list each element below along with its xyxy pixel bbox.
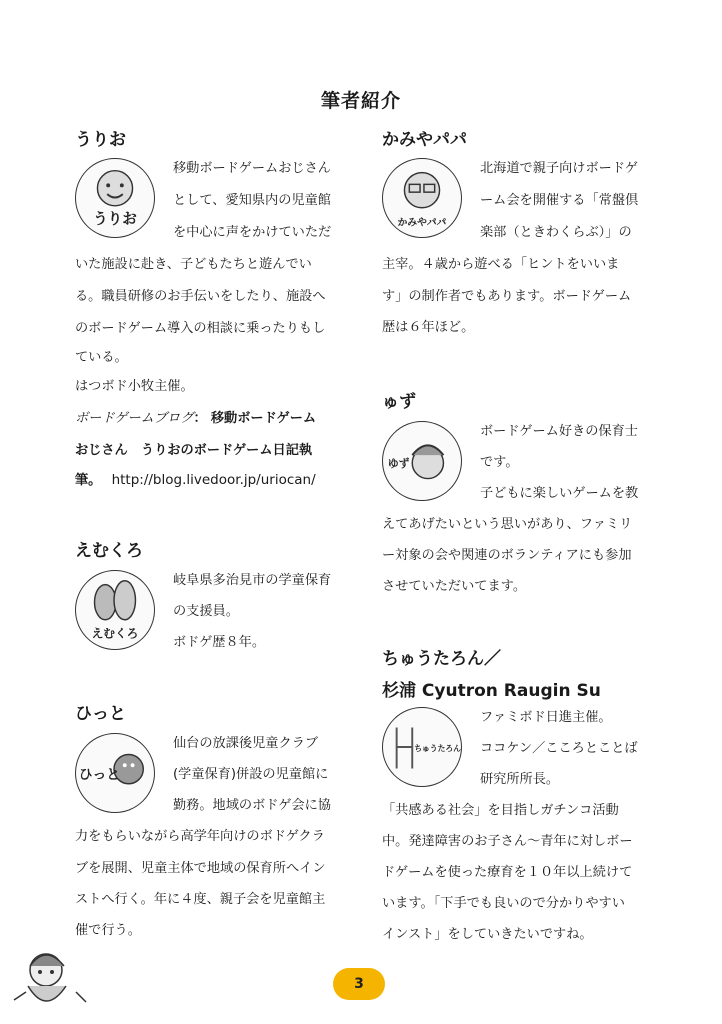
hitto-text-line: ストへ行く。年に４度、親子会を児童館主	[75, 892, 326, 907]
hitto-text-line: 催で行う。	[75, 923, 141, 938]
emukuro-text-line: の支援員。	[173, 604, 239, 619]
blog-label: ボードゲームブログ	[75, 411, 194, 426]
urio-text-line: として、愛知県内の児童館	[173, 193, 331, 208]
yuzu-text-line: させていただいてます。	[382, 579, 527, 594]
chutaron-text-line: 「共感ある社会」を目指しガチンコ活動	[382, 803, 619, 818]
urio-blog-url-line	[75, 474, 316, 488]
urio-portrait-icon	[76, 159, 154, 237]
hitto-portrait-icon	[76, 734, 154, 812]
chutaron-text-line: います。「下手でも良いので分かりやすい	[382, 896, 625, 911]
avatar-emukuro	[75, 570, 155, 650]
avatar-urio	[75, 158, 155, 238]
blog-colon: ：	[193, 411, 207, 426]
hitto-text-line: 力をもらいながら高学年向けのボドゲクラ	[75, 829, 325, 844]
yuzu-text-line: ー対象の会や関連のボランティアにも参加	[382, 548, 632, 563]
kamiyapapa-text-line: ーム会を開催する「常盤倶	[480, 193, 639, 208]
hitto-text-line: (学童保育)併設の児童館に	[173, 767, 329, 782]
kamiyapapa-text-line: す」の制作者でもあります。ボードゲーム	[382, 289, 632, 304]
avatar-label-chutaron: ちゅうたろん	[414, 743, 461, 753]
chutaron-text-line: インスト」をしていきたいですね。	[382, 927, 593, 942]
avatar-yuzu	[382, 421, 462, 501]
kamiyapapa-text-line: 歴は６年ほど。	[382, 320, 475, 335]
urio-blog-line	[75, 412, 316, 425]
kamiyapapa-text-line: 北海道で親子向けボードゲ	[480, 161, 638, 176]
hitto-text-line: 仙台の放課後児童クラブ	[173, 736, 319, 751]
avatar-label-yuzu: ゆず	[387, 456, 410, 470]
urio-text-line: ている。	[75, 350, 128, 365]
author-name-hitto: ひっと	[75, 704, 126, 724]
kamiyapapa-text-line: 主宰。４歳から遊べる「ヒントをいいま	[382, 257, 620, 272]
blog-title-part: 移動ボードゲーム	[210, 411, 317, 426]
blog-title-part: おじさん うりおのボードゲーム日記執	[75, 443, 313, 458]
yuzu-portrait-icon	[383, 422, 461, 500]
hitto-text-line: 勤務。地域のボドゲ会に協	[173, 798, 331, 813]
emukuro-portrait-icon	[76, 571, 154, 649]
avatar-label-kamiyapapa: かみやパパ	[397, 217, 447, 229]
kamiyapapa-portrait-icon	[383, 159, 461, 237]
author-name-urio: うりお	[75, 130, 126, 150]
page-number-badge: 3	[333, 968, 385, 1000]
blog-url-link[interactable]: http://blog.livedoor.jp/uriocan/	[111, 472, 316, 488]
author-name-yuzu: ゅず	[382, 392, 416, 412]
avatar-chutaron	[382, 707, 462, 787]
page-title: 筆者紹介	[320, 90, 401, 112]
emukuro-text-line: 岐阜県多治見市の学童保育	[173, 573, 332, 588]
avatar-label-urio: うりお	[93, 210, 137, 228]
emukuro-text-line: ボドゲ歴８年。	[173, 635, 266, 650]
urio-text-line: のボードゲーム導入の相談に乗ったりもし	[75, 321, 326, 336]
mascot-illustration	[6, 940, 90, 1020]
kamiyapapa-text-line: 楽部（ときわくらぶ）」の	[480, 225, 632, 240]
chutaron-text-line: ドゲームを使った療育を１０年以上続けて	[382, 865, 633, 880]
urio-text-line: を中心に声をかけていただ	[173, 225, 332, 240]
chutaron-text-line: 中。発達障害のお子さん～青年に対しボー	[382, 834, 633, 849]
yuzu-text-line: えてあげたいという思いがあり、ファミリ	[382, 517, 633, 532]
avatar-label-hitto: ひっと	[78, 766, 120, 783]
urio-text-line: いた施設に赴き、子どもたちと遊んでい	[75, 257, 312, 272]
author-name-chutaron-line1: ちゅうたろん／	[382, 649, 501, 669]
mascot-icon	[6, 940, 90, 1020]
chutaron-portrait-icon	[383, 708, 461, 786]
author-name-kamiyapapa: かみやパパ	[382, 130, 467, 150]
hitto-text-line: ブを展開、児童主体で地域の保育所へイン	[75, 861, 326, 876]
chutaron-text-line: ココケン／こころとことば	[480, 741, 638, 756]
urio-text-line: はつボド小牧主催。	[75, 379, 194, 394]
yuzu-text-line: です。	[480, 455, 519, 470]
chutaron-text-line: 研究所所長。	[480, 772, 560, 787]
yuzu-text-line: 子どもに楽しいゲームを教	[480, 486, 639, 501]
avatar-kamiyapapa	[382, 158, 462, 238]
avatar-hitto	[75, 733, 155, 813]
author-name-chutaron-line2: 杉浦 Cyutron Raugin Su	[382, 681, 601, 701]
urio-text-line: る。職員研修のお手伝いをしたり、施設へ	[75, 289, 326, 304]
chutaron-text-line: ファミボド日進主催。	[480, 710, 612, 725]
urio-text-line: 移動ボードゲームおじさん	[173, 161, 331, 176]
blog-title-part: 筆。	[75, 473, 102, 488]
avatar-label-emukuro: えむくろ	[91, 626, 139, 641]
author-name-emukuro: えむくろ	[75, 541, 143, 561]
yuzu-text-line: ボードゲーム好きの保育士	[480, 424, 638, 439]
